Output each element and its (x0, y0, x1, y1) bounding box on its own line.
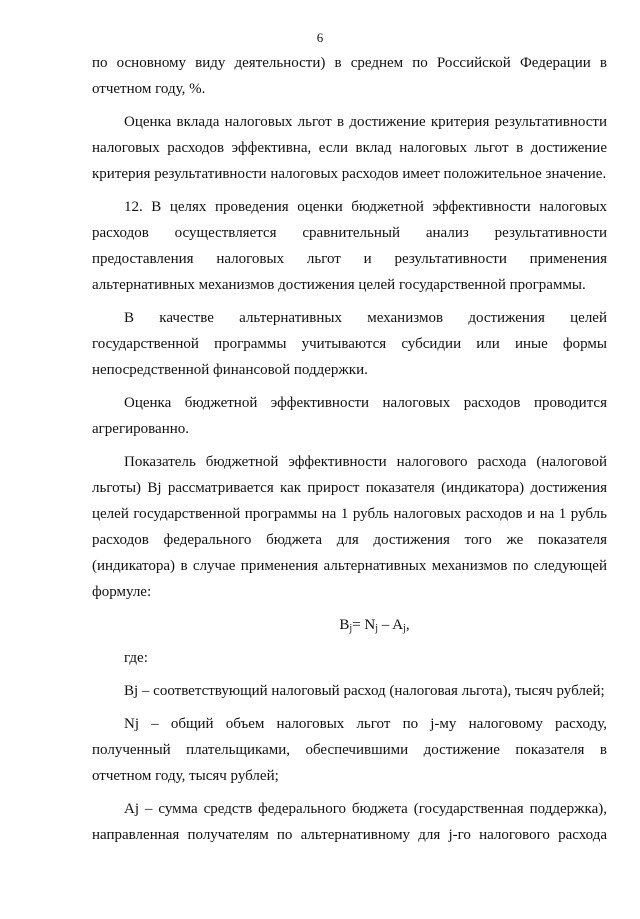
paragraph-item-12: 12. В целях проведения оценки бюджетной эффективности налоговых расходов осуществляется сравнительный анализ результативности предоставления налоговых льгот и результативности применения альтернативных механизмов достижения целей государственной программы. (92, 199, 607, 293)
paragraph-efficiency-indicator: Показатель бюджетной эффективности налогового расхода (налоговой льготы) Bj рассматривается как прирост показателя (индикатора) достижения целей государственной программы на 1 рубль налоговых расходов и на 1 рубль расходов федерального бюджета для достижения того же показателя (индикатора) в случае применения альтернативных механизмов по следующей формуле: (92, 454, 607, 600)
paragraph-contribution-assessment: Оценка вклада налоговых льгот в достижение критерия результативности налоговых расходов эффективна, если вклад налоговых льгот в достижение критерия результативности налоговых расходов имеет положительное значение. (92, 114, 607, 182)
definition-aj: Aj – сумма средств федерального бюджета (государственная поддержка), направленная получателям по альтернативному для j-го налогового расхода (92, 801, 607, 843)
where-label: где: (124, 650, 148, 666)
paragraph-aggregated-assessment: Оценка бюджетной эффективности налоговых расходов проводится агрегированно. (92, 395, 607, 437)
paragraph-continuation: по основному виду деятельности) в среднем по Российской Федерации в отчетном году, %. (92, 55, 607, 97)
document-body (92, 50, 607, 855)
definition-nj: Nj – общий объем налоговых льгот по j-му налоговому расходу, полученный плательщиками, обеспечившими достижение показателя в отчетном году, тысяч рублей; (92, 716, 607, 784)
page-number: 6 (316, 30, 324, 45)
formula: $B_j= N_j - A_j$, (339, 617, 410, 634)
definition-bj: Bj – соответствующий налоговый расход (налоговая льгота), тысяч рублей; (124, 683, 605, 699)
paragraph-alternative-mechanisms: В качестве альтернативных механизмов достижения целей государственной программы учитываются субсидии или иные формы непосредственной финансовой поддержки. (92, 310, 607, 378)
